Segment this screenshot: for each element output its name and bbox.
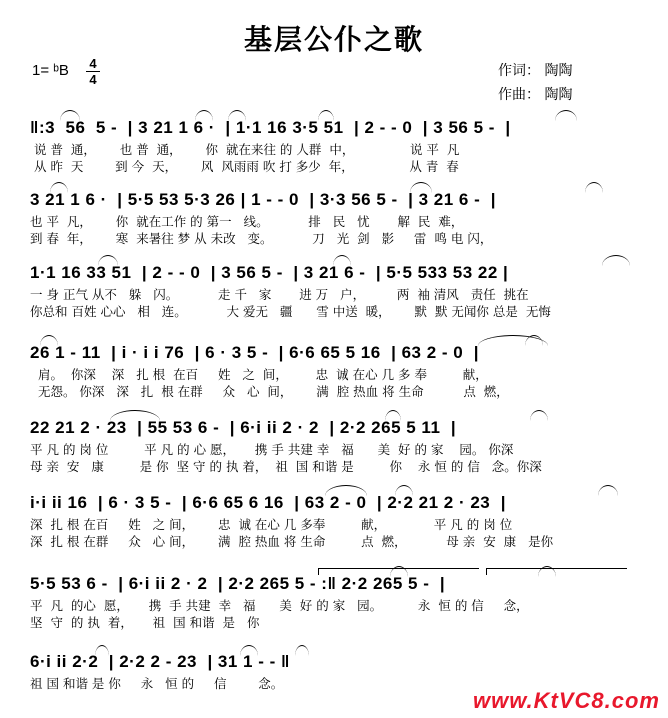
slur-mark [98,255,118,266]
lyric-line: 肩。 你深 深 扎 根 在百 姓 之 间， 忠 诚 在心 几 多 奉 献， [30,367,488,382]
notation-row: 5·5 53 6 - | 6·i ii 2 · 2 | 2·2 265 5 - :‖ 2·2 265 5 - | [30,574,446,593]
lyric-line: 祖 国 和谐 是 你 永 恒 的 信 念。 [30,676,284,691]
slur-mark [410,182,432,193]
slur-mark [385,410,401,421]
slur-mark [325,485,367,496]
slur-mark [585,182,603,193]
lyric-line: 从 昨 天 到 今 天， 风 风雨雨 吹 打 多少 年， 从 青 春 [30,159,459,174]
slur-mark [555,110,577,121]
slur-mark [525,335,543,346]
key-signature: 1= ᵇB [32,62,69,79]
lyricist-credit: 作词： 陶陶 [498,63,573,79]
slur-mark [195,110,213,121]
slur-mark [602,255,630,266]
slur-mark [318,110,334,121]
notation-row: i·i ii 16 | 6 · 3 5 - | 6·6 65 6 16 | 63 2 - 0 | 2·2 21 2 · 23 | [30,493,506,512]
time-signature-top: 4 [89,56,97,71]
slur-mark [333,255,351,266]
lyric-line: 深 扎 根 在群 众 心 间， 满 腔 热血 将 生命 点 燃， 母 亲 安 康 是你 [30,534,554,549]
time-signature-bottom: 4 [89,72,97,87]
slur-mark [240,645,258,656]
lyric-line: 深 扎 根 在百 姓 之 间， 忠 诚 在心 几 多奉 献， 平 凡 的 岗 位 [30,517,513,532]
notation-row: 6·i ii 2·2 | 2·2 2 - 23 | 31 1 - - ‖ [30,652,290,671]
slur-mark [50,182,68,193]
time-signature [86,57,100,86]
notation-row: 26 1 - 11 | i · i i 76 | 6 · 3 5 - | 6·6 65 5 16 | 63 2 - 0 | [30,343,479,362]
notation-row: 1·1 16 33 51 | 2 - - 0 | 3 56 5 - | 3 21 6 - | 5·5 533 53 22 | [30,263,509,282]
lyric-line: 说 普 通， 也 普 通， 你 就在来往 的 人群 中， 说 平 凡 [30,142,460,157]
site-watermark: www.KtVC8.com [473,688,660,713]
slur-mark [295,645,309,656]
lyric-line: 坚 守 的 执 着， 祖 国 和谐 是 你 [30,615,260,630]
lyric-line: 一 身 正气 从不 躲 闪。 走 千 家 进 万 户， 两 袖 清风 责任 挑在 [30,287,529,302]
composer-credit: 作曲： 陶陶 [498,87,573,103]
slur-mark [228,110,246,121]
slur-mark [95,645,109,656]
volta-bracket [486,568,627,575]
notation-row: ‖:3 56 5 - | 3 21 1 6 · | 1·1 16 3·5 51 | 2 - - 0 | 3 56 5 - | [30,118,511,137]
slur-mark [395,485,413,496]
lyric-line: 平 凡 的 岗 位 平 凡 的 心 愿， 携 手 共建 幸 福 美 好 的 家 园。 你深 [30,442,514,457]
lyric-line: 无怨。 你深 深 扎 根 在群 众 心 间， 满 腔 热血 将 生命 点 燃， [30,384,509,399]
lyric-line: 你总和 百姓 心心 相 连。 大 爱无 疆 雪 中送 暖， 默 默 无闻你 总是 无悔 [30,304,551,319]
lyric-line: 母 亲 安 康 是 你 坚 守 的 执 着， 祖 国 和谐 是 你 永 恒 的 信 念。你深 [30,459,542,474]
song-title: 基层公仆之歌 [243,23,424,56]
lyric-line: 平 凡 的心 愿， 携 手 共建 幸 福 美 好 的 家 园。 永 恒 的 信 念， [30,598,529,613]
notation-row: 3 21 1 6 · | 5·5 53 5·3 26 | 1 - - 0 | 3·3 56 5 - | 3 21 6 - | [30,190,496,209]
slur-mark [110,410,160,421]
slur-mark [598,485,618,496]
notation-row: 22 21 2 · 23 | 55 53 6 - | 6·i ii 2 · 2 | 2·2 265 5 11 | [30,418,457,437]
slur-mark [60,110,80,121]
volta-bracket [318,568,479,575]
lyric-line: 到 春 年， 寒 来暑往 梦 从 未改 变。 刀 光 剑 影 雷 鸣 电 闪， [30,231,493,246]
slur-mark [40,335,58,346]
slur-mark [530,410,548,421]
lyric-line: 也 平 凡， 你 就在工作 的 第一 线。 排 民 忧 解 民 难， [30,214,464,229]
